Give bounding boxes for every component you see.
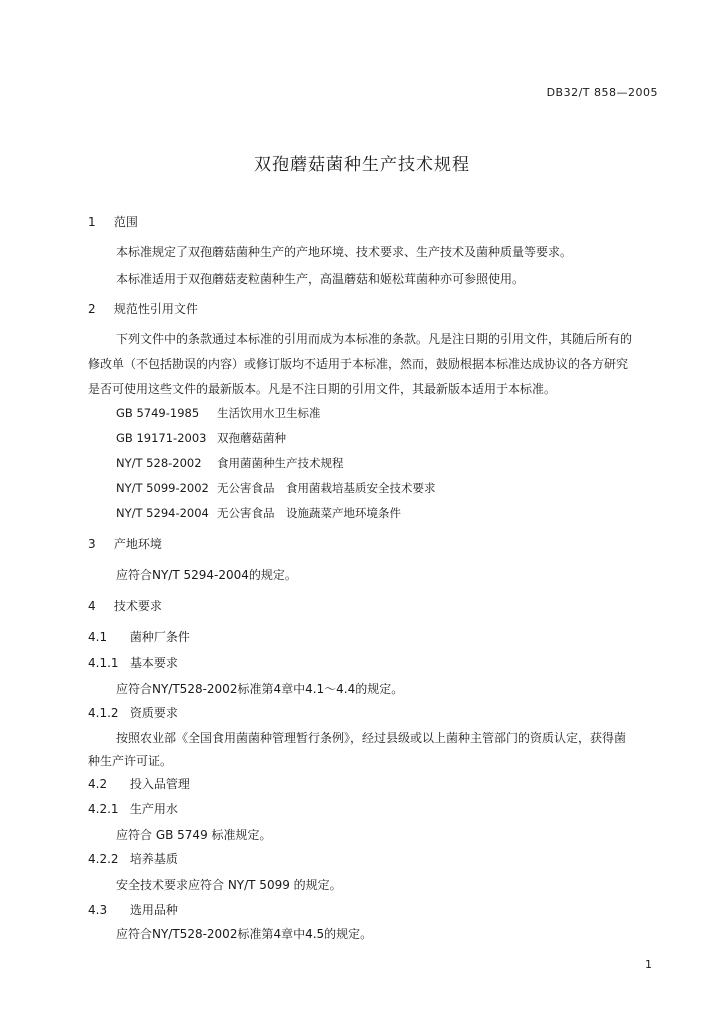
paragraph-line: 下列文件中的条款通过本标准的引用而成为本标准的条款。凡是注日期的引用文件，其随后所有的 [116,332,633,346]
section-title: 产地环境 [113,537,162,551]
paragraph-line: 修改单（不包括勘误的内容）或修订版均不适用于本标准，然而，鼓励根据本标准达成协议的各方研究 [88,357,629,371]
section-number: 2 [88,302,96,316]
subsection-4-2-heading [88,775,190,792]
section-2-heading [88,300,198,317]
paragraph: 本标准规定了双孢蘑菇菌种生产的产地环境、技术要求、生产技术及菌种质量等要求。 [116,245,573,259]
section-number: 4.1.2 [88,706,119,720]
section-title: 菌种厂条件 [129,630,190,644]
paragraph: 安全技术要求应符合 NY/T 5099 的规定。 [116,878,342,892]
section-title: 技术要求 [113,599,162,613]
section-title: 投入品管理 [129,777,190,791]
paragraph-line: 种生产许可证。 [88,754,173,768]
reference-item [116,455,344,471]
subsection-4-2-1-heading [88,800,178,817]
section-title: 选用品种 [129,903,178,917]
section-title: 资质要求 [129,706,178,720]
paragraph-line: 是否可使用这些文件的最新版本。凡是不注日期的引用文件，其最新版本适用于本标准。 [88,382,557,396]
subsection-4-2-2-heading [88,850,178,867]
paragraph: 应符合NY/T528-2002标准第4章中4.1～4.4的规定。 [116,682,404,696]
paragraph: 应符合 GB 5749 标准规定。 [116,828,272,842]
reference-item [116,430,286,446]
reference-code: NY/T 5294-2004 [116,506,209,520]
subsection-4-3-heading [88,901,178,918]
section-title: 基本要求 [129,656,178,670]
reference-name: 无公害食品 设施蔬菜产地环境条件 [217,506,401,520]
section-number: 3 [88,537,96,551]
section-number: 4.1.1 [88,656,119,670]
section-number: 4.2.1 [88,802,119,816]
subsection-4-1-2-heading [88,704,178,721]
section-number: 4.1 [88,630,108,644]
section-number: 4.2 [88,777,108,791]
section-title: 规范性引用文件 [113,302,198,316]
paragraph: 本标准适用于双孢蘑菇麦粒菌种生产，高温蘑菇和姬松茸菌种亦可参照使用。 [116,272,525,286]
section-number: 4.2.2 [88,852,119,866]
reference-item [116,505,401,521]
section-title: 生产用水 [129,802,178,816]
paragraph-line: 按照农业部《全国食用菌菌种管理暂行条例》，经过县级或以上菌种主管部门的资质认定，获得菌 [116,731,627,745]
section-4-heading [88,597,162,614]
section-1-heading [88,213,138,230]
subsection-4-1-heading [88,628,190,645]
paragraph: 应符合NY/T 5294-2004的规定。 [116,568,297,582]
paragraph: 应符合NY/T528-2002标准第4章中4.5的规定。 [116,927,373,941]
subsection-4-1-1-heading [88,654,178,671]
reference-code: NY/T 528-2002 [116,456,202,470]
reference-name: 生活饮用水卫生标准 [217,406,321,420]
section-number: 1 [88,215,96,229]
section-3-heading [88,535,162,552]
reference-code: GB 19171-2003 [116,431,207,445]
reference-name: 食用菌菌种生产技术规程 [217,456,344,470]
document-title: 双孢蘑菇菌种生产技术规程 [254,155,470,175]
reference-item [116,480,436,496]
reference-name: 无公害食品 食用菌栽培基质安全技术要求 [217,481,436,495]
section-title: 范围 [113,215,138,229]
section-number: 4.3 [88,903,108,917]
reference-code: NY/T 5099-2002 [116,481,209,495]
standard-number: DB32/T 858—2005 [546,86,658,99]
reference-item [116,405,321,421]
section-number: 4 [88,599,96,613]
reference-name: 双孢蘑菇菌种 [217,431,286,445]
page-number: 1 [645,958,652,971]
reference-code: GB 5749-1985 [116,406,200,420]
section-title: 培养基质 [129,852,178,866]
